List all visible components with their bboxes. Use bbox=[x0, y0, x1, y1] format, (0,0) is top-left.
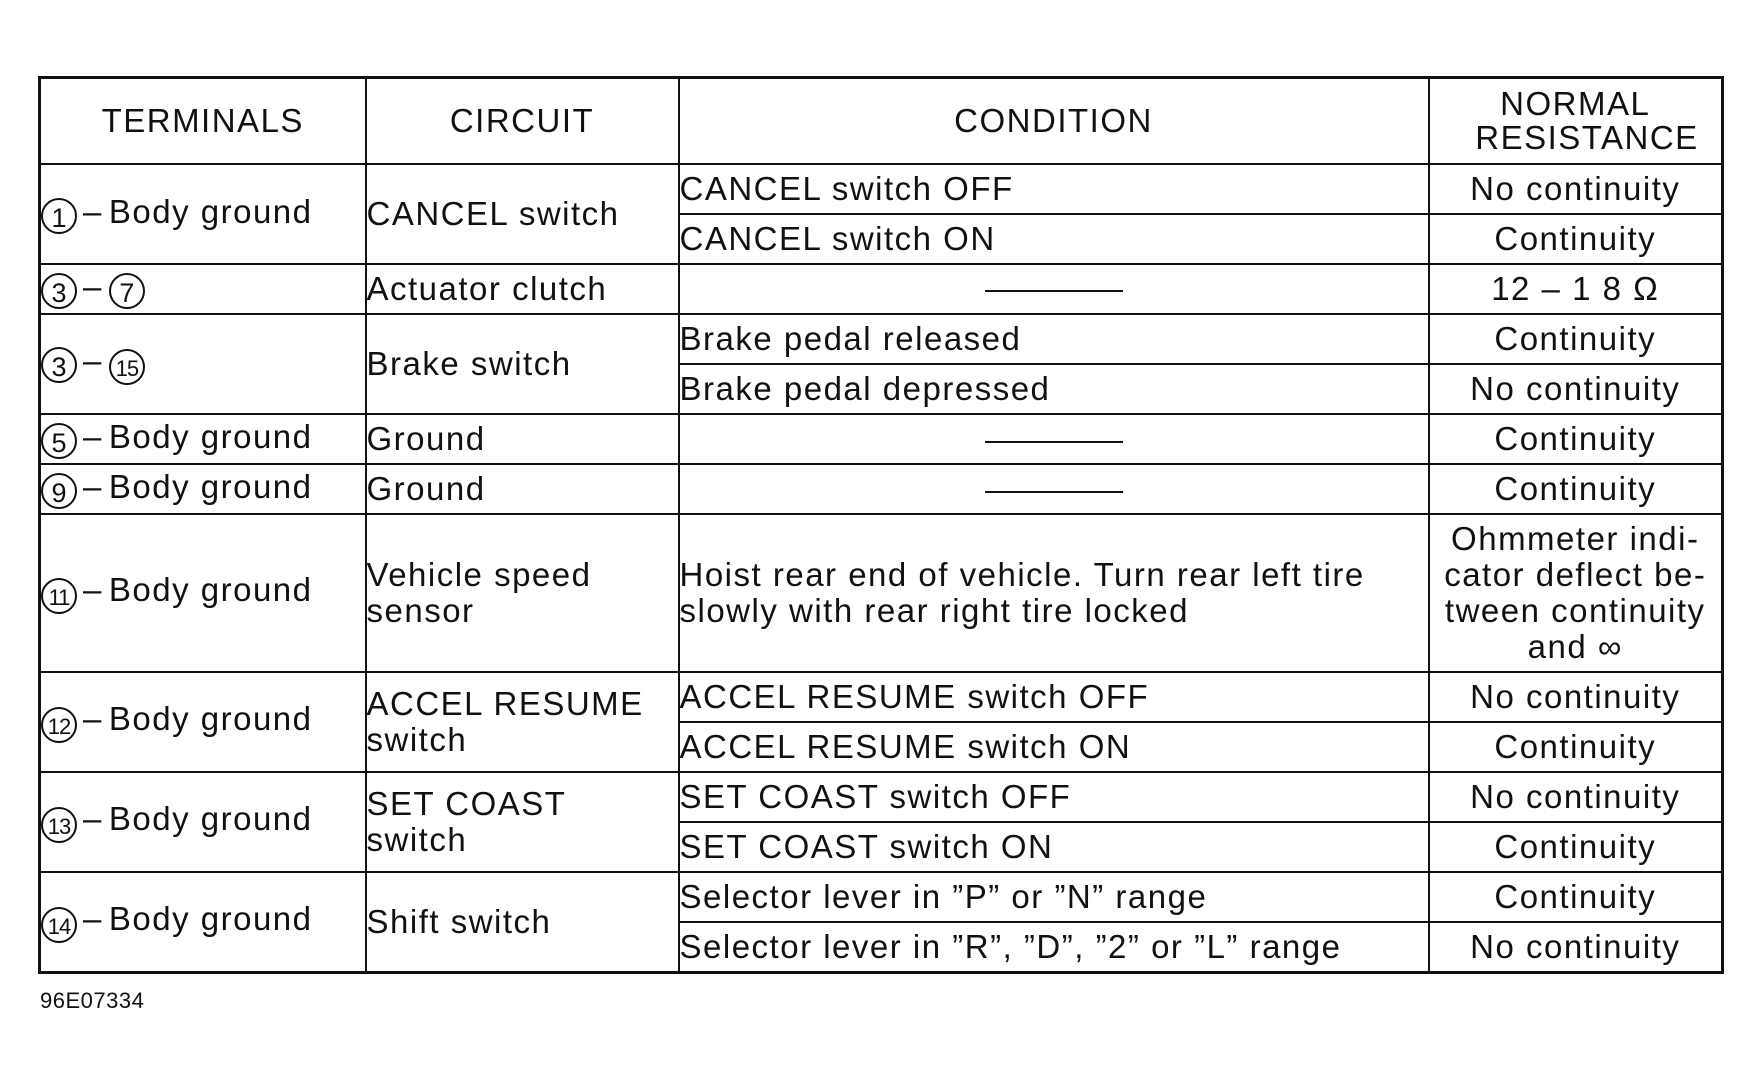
header-condition: CONDITION bbox=[679, 78, 1429, 164]
condition-cell: Brake pedal released bbox=[679, 314, 1429, 364]
terminal-number-badge: 3 bbox=[41, 347, 77, 383]
condition-cell: Brake pedal depressed bbox=[679, 364, 1429, 414]
table-row bbox=[40, 264, 1723, 314]
terminal-cell: 11 – Body ground bbox=[40, 514, 366, 671]
resistance-cell: No continuity bbox=[1429, 164, 1723, 214]
table-row bbox=[40, 872, 1723, 922]
circuit-cell: CANCEL switch bbox=[366, 164, 679, 264]
circuit-cell: SET COAST switch bbox=[366, 772, 679, 872]
resistance-cell: Continuity bbox=[1429, 822, 1723, 872]
table-row bbox=[40, 414, 1723, 464]
terminal-number-badge: 5 bbox=[41, 423, 77, 459]
terminal-cell: 5 – Body ground bbox=[40, 414, 366, 464]
terminal-label: Body ground bbox=[108, 192, 313, 230]
circuit-cell: Shift switch bbox=[366, 872, 679, 972]
condition-cell: ACCEL RESUME switch ON bbox=[679, 722, 1429, 772]
resistance-cell: No continuity bbox=[1429, 672, 1723, 722]
terminal-cell: 14 – Body ground bbox=[40, 872, 366, 972]
resistance-cell: Continuity bbox=[1429, 414, 1723, 464]
table-row bbox=[40, 164, 1723, 214]
condition-cell bbox=[679, 264, 1429, 314]
not-applicable-dash bbox=[985, 491, 1123, 493]
terminal-label: Body ground bbox=[108, 699, 313, 737]
condition-cell: CANCEL switch OFF bbox=[679, 164, 1429, 214]
resistance-cell: Continuity bbox=[1429, 464, 1723, 514]
resistance-cell: No continuity bbox=[1429, 922, 1723, 972]
table-row bbox=[40, 772, 1723, 822]
terminal-number-badge: 15 bbox=[109, 349, 145, 385]
resistance-cell: Continuity bbox=[1429, 722, 1723, 772]
terminal-number-badge: 9 bbox=[41, 473, 77, 509]
header-resistance-text: NORMAL RESISTANCE bbox=[1475, 84, 1699, 156]
circuit-cell: Ground bbox=[366, 414, 679, 464]
terminal-label: Body ground bbox=[108, 900, 313, 938]
header-terminals: TERMINALS bbox=[40, 78, 366, 164]
condition-cell: CANCEL switch ON bbox=[679, 214, 1429, 264]
terminal-cell: 3 – 7 bbox=[40, 264, 366, 314]
table-row bbox=[40, 672, 1723, 722]
not-applicable-dash bbox=[985, 290, 1123, 292]
terminal-number-badge: 12 bbox=[41, 707, 77, 743]
terminal-cell: 13 – Body ground bbox=[40, 772, 366, 872]
not-applicable-dash bbox=[985, 441, 1123, 443]
circuit-cell: Ground bbox=[366, 464, 679, 514]
table-row bbox=[40, 314, 1723, 364]
resistance-cell: No continuity bbox=[1429, 772, 1723, 822]
condition-cell bbox=[679, 414, 1429, 464]
condition-cell: Selector lever in ”P” or ”N” range bbox=[679, 872, 1429, 922]
condition-cell: SET COAST switch OFF bbox=[679, 772, 1429, 822]
terminal-label: Body ground bbox=[108, 800, 313, 838]
terminal-cell: 3 – 15 bbox=[40, 314, 366, 414]
resistance-cell: 12 – 1 8 Ω bbox=[1429, 264, 1723, 314]
circuit-cell: Vehicle speed sensor bbox=[366, 514, 679, 671]
header-normal-resistance bbox=[1429, 78, 1723, 164]
terminal-number-badge: 3 bbox=[41, 273, 77, 309]
terminal-cell: 1 – Body ground bbox=[40, 164, 366, 264]
terminal-number-badge: 13 bbox=[41, 807, 77, 843]
terminal-cell: 9 – Body ground bbox=[40, 464, 366, 514]
terminal-number-badge: 7 bbox=[109, 273, 145, 309]
circuit-cell: Actuator clutch bbox=[366, 264, 679, 314]
table-row bbox=[40, 464, 1723, 514]
terminal-number-badge: 14 bbox=[41, 907, 77, 943]
circuit-cell: ACCEL RESUME switch bbox=[366, 672, 679, 772]
terminal-label: Body ground bbox=[108, 571, 313, 609]
header-row bbox=[40, 78, 1723, 164]
table-row bbox=[40, 514, 1723, 671]
terminal-label: Body ground bbox=[108, 418, 313, 456]
resistance-cell: Ohmmeter indi-cator deflect be-tween continuity and ∞ bbox=[1429, 514, 1723, 671]
resistance-cell: No continuity bbox=[1429, 364, 1723, 414]
circuit-cell: Brake switch bbox=[366, 314, 679, 414]
terminal-number-badge: 1 bbox=[41, 198, 77, 234]
condition-cell: SET COAST switch ON bbox=[679, 822, 1429, 872]
figure-id: 96E07334 bbox=[40, 988, 145, 1013]
condition-cell: Selector lever in ”R”, ”D”, ”2” or ”L” range bbox=[679, 922, 1429, 972]
condition-cell bbox=[679, 464, 1429, 514]
terminal-number-badge: 11 bbox=[41, 578, 77, 614]
condition-cell: ACCEL RESUME switch OFF bbox=[679, 672, 1429, 722]
terminal-label: Body ground bbox=[108, 468, 313, 506]
resistance-cell: Continuity bbox=[1429, 314, 1723, 364]
terminal-cell: 12 – Body ground bbox=[40, 672, 366, 772]
condition-cell: Hoist rear end of vehicle. Turn rear left tire slowly with rear right tire locked bbox=[679, 514, 1429, 671]
header-circuit: CIRCUIT bbox=[366, 78, 679, 164]
resistance-cell: Continuity bbox=[1429, 214, 1723, 264]
continuity-spec-table bbox=[38, 76, 1724, 974]
resistance-cell: Continuity bbox=[1429, 872, 1723, 922]
